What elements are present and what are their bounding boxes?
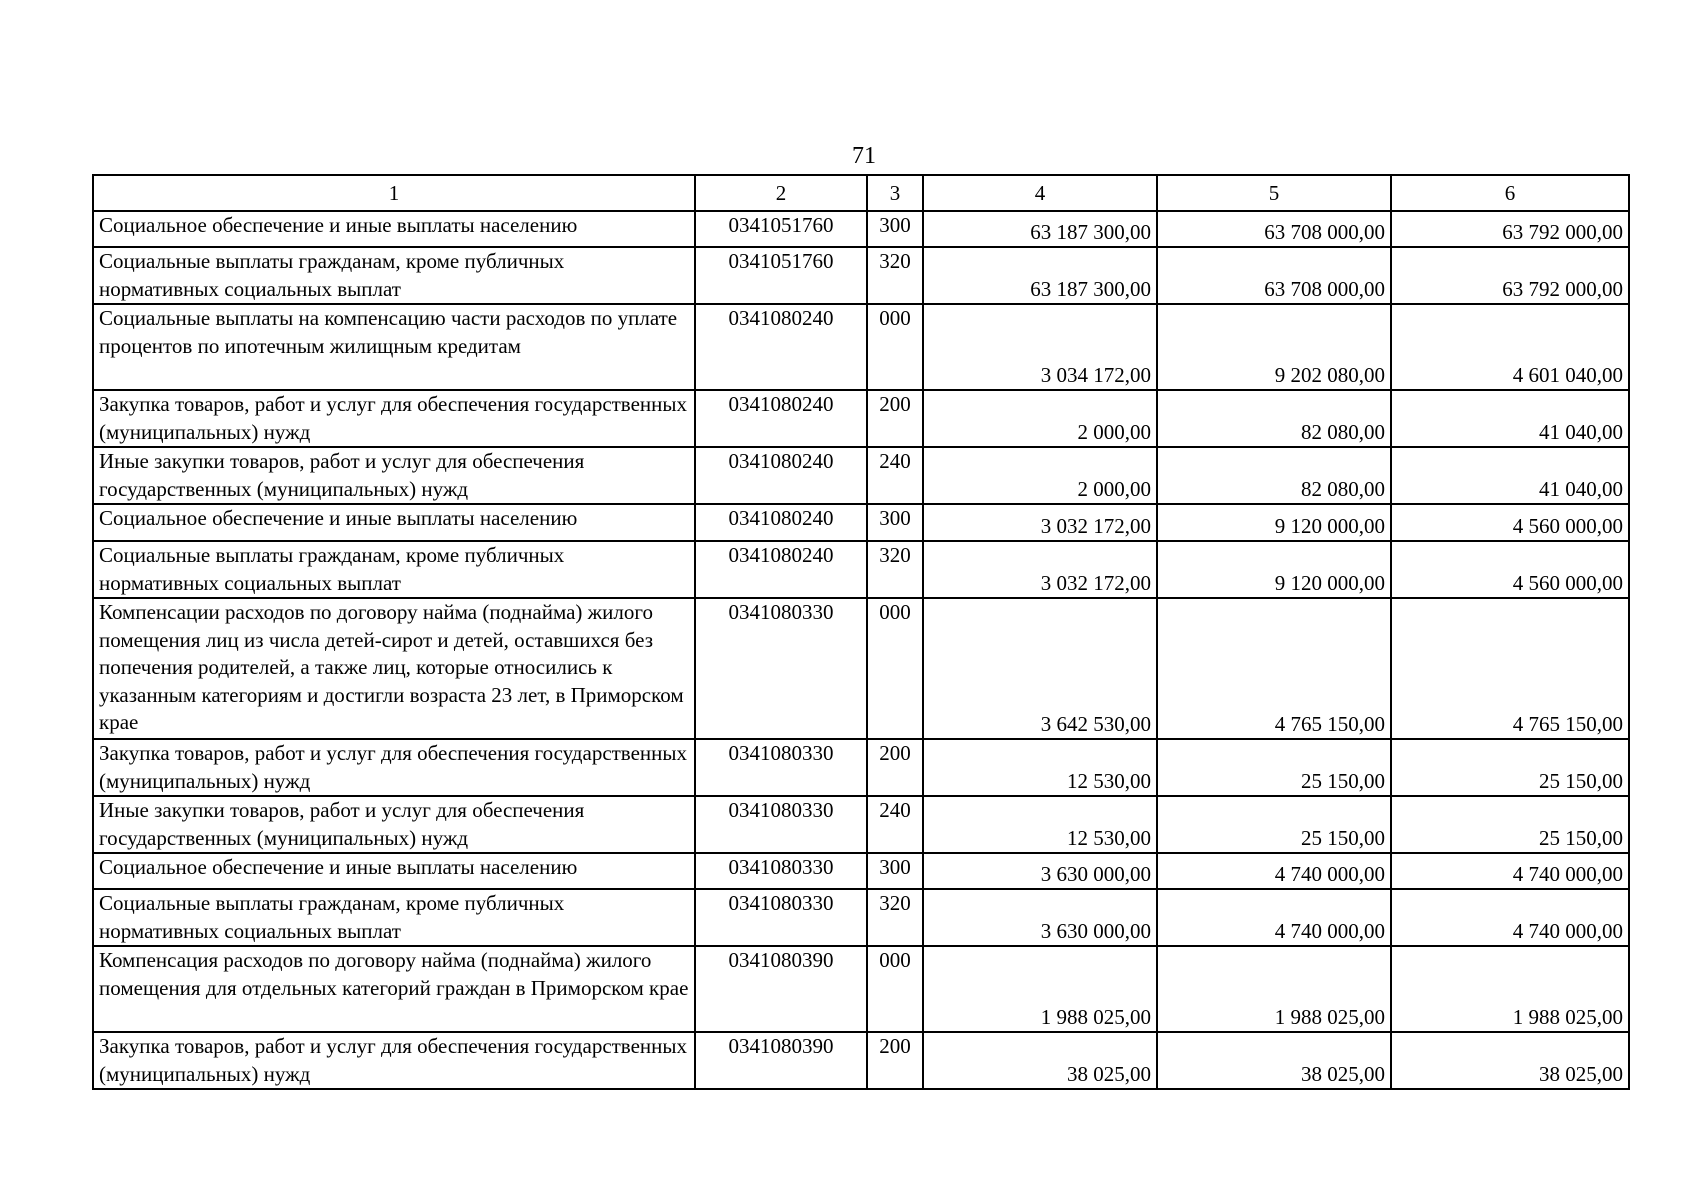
column-header: 4 [923,175,1157,211]
row-target-code: 0341080330 [695,739,867,796]
table-row [93,946,1629,1032]
row-amount-col5: 1 988 025,00 [1157,946,1391,1032]
row-description: Компенсации расходов по договору найма (поднайма) жилого помещения лиц из числа детей-сирот и детей, оставшихся без попечения родителей, а также лиц, которые относились к указанным категориям и достигли возраста 23 лет, в Приморском крае [93,598,695,739]
row-target-code: 0341080330 [695,598,867,739]
row-target-code: 0341080330 [695,853,867,889]
table-row [93,598,1629,739]
row-amount-col6: 25 150,00 [1391,739,1629,796]
row-expense-type: 000 [867,304,923,390]
page-number: 71 [852,143,876,169]
row-description: Социальные выплаты гражданам, кроме публичных нормативных социальных выплат [93,889,695,946]
table-row [93,447,1629,504]
row-target-code: 0341080240 [695,304,867,390]
row-amount-col6: 4 765 150,00 [1391,598,1629,739]
row-description: Социальные выплаты гражданам, кроме публичных нормативных социальных выплат [93,247,695,304]
row-amount-col4: 12 530,00 [923,796,1157,853]
row-amount-col6: 25 150,00 [1391,796,1629,853]
row-description: Социальные выплаты гражданам, кроме публичных нормативных социальных выплат [93,541,695,598]
row-description: Социальные выплаты на компенсацию части расходов по уплате процентов по ипотечным жилищным кредитам [93,304,695,390]
table-row [93,247,1629,304]
row-amount-col6: 38 025,00 [1391,1032,1629,1089]
table-row [93,304,1629,390]
row-expense-type: 200 [867,1032,923,1089]
row-amount-col5: 9 120 000,00 [1157,504,1391,541]
row-amount-col5: 38 025,00 [1157,1032,1391,1089]
row-expense-type: 320 [867,541,923,598]
row-description: Закупка товаров, работ и услуг для обеспечения государственных (муниципальных) нужд [93,1032,695,1089]
row-amount-col4: 12 530,00 [923,739,1157,796]
row-description: Закупка товаров, работ и услуг для обеспечения государственных (муниципальных) нужд [93,390,695,447]
row-amount-col4: 3 630 000,00 [923,889,1157,946]
row-description: Социальное обеспечение и иные выплаты населению [93,211,695,247]
row-amount-col5: 9 120 000,00 [1157,541,1391,598]
row-amount-col4: 2 000,00 [923,447,1157,504]
budget-table [92,174,1630,1090]
row-amount-col4: 2 000,00 [923,390,1157,447]
column-header: 2 [695,175,867,211]
row-expense-type: 000 [867,946,923,1032]
row-amount-col6: 4 560 000,00 [1391,541,1629,598]
row-expense-type: 240 [867,796,923,853]
row-expense-type: 000 [867,598,923,739]
row-target-code: 0341051760 [695,247,867,304]
table-row [93,1032,1629,1089]
row-description: Иные закупки товаров, работ и услуг для обеспечения государственных (муниципальных) нужд [93,796,695,853]
row-amount-col4: 3 630 000,00 [923,853,1157,889]
row-target-code: 0341080330 [695,889,867,946]
row-amount-col6: 4 601 040,00 [1391,304,1629,390]
row-target-code: 0341080390 [695,946,867,1032]
row-amount-col5: 25 150,00 [1157,796,1391,853]
table-row [93,889,1629,946]
row-expense-type: 200 [867,390,923,447]
row-amount-col4: 3 032 172,00 [923,541,1157,598]
row-amount-col5: 4 765 150,00 [1157,598,1391,739]
row-target-code: 0341051760 [695,211,867,247]
row-amount-col6: 41 040,00 [1391,390,1629,447]
row-amount-col6: 4 740 000,00 [1391,853,1629,889]
row-expense-type: 300 [867,211,923,247]
row-amount-col4: 1 988 025,00 [923,946,1157,1032]
row-target-code: 0341080330 [695,796,867,853]
row-amount-col6: 41 040,00 [1391,447,1629,504]
row-target-code: 0341080240 [695,390,867,447]
row-target-code: 0341080240 [695,504,867,541]
row-amount-col5: 4 740 000,00 [1157,889,1391,946]
row-target-code: 0341080240 [695,541,867,598]
row-expense-type: 240 [867,447,923,504]
row-expense-type: 300 [867,504,923,541]
row-amount-col6: 4 740 000,00 [1391,889,1629,946]
row-amount-col5: 63 708 000,00 [1157,247,1391,304]
row-expense-type: 300 [867,853,923,889]
row-amount-col4: 63 187 300,00 [923,211,1157,247]
column-header: 1 [93,175,695,211]
row-description: Социальное обеспечение и иные выплаты населению [93,504,695,541]
table-row [93,390,1629,447]
row-description: Социальное обеспечение и иные выплаты населению [93,853,695,889]
row-amount-col4: 63 187 300,00 [923,247,1157,304]
row-amount-col5: 4 740 000,00 [1157,853,1391,889]
row-amount-col6: 63 792 000,00 [1391,247,1629,304]
row-description: Закупка товаров, работ и услуг для обеспечения государственных (муниципальных) нужд [93,739,695,796]
table-header-row [93,175,1629,211]
table-row [93,504,1629,541]
row-amount-col6: 63 792 000,00 [1391,211,1629,247]
column-header: 3 [867,175,923,211]
row-amount-col4: 38 025,00 [923,1032,1157,1089]
row-amount-col4: 3 642 530,00 [923,598,1157,739]
row-amount-col5: 25 150,00 [1157,739,1391,796]
row-description: Иные закупки товаров, работ и услуг для обеспечения государственных (муниципальных) нужд [93,447,695,504]
column-header: 5 [1157,175,1391,211]
row-expense-type: 200 [867,739,923,796]
row-expense-type: 320 [867,889,923,946]
row-description: Компенсация расходов по договору найма (поднайма) жилого помещения для отдельных категорий граждан в Приморском крае [93,946,695,1032]
table-row [93,739,1629,796]
row-amount-col5: 63 708 000,00 [1157,211,1391,247]
table-row [93,796,1629,853]
row-amount-col4: 3 034 172,00 [923,304,1157,390]
row-amount-col6: 4 560 000,00 [1391,504,1629,541]
column-header: 6 [1391,175,1629,211]
row-target-code: 0341080240 [695,447,867,504]
row-amount-col5: 9 202 080,00 [1157,304,1391,390]
row-amount-col6: 1 988 025,00 [1391,946,1629,1032]
row-target-code: 0341080390 [695,1032,867,1089]
row-expense-type: 320 [867,247,923,304]
table-row [93,541,1629,598]
row-amount-col5: 82 080,00 [1157,447,1391,504]
table-row [93,853,1629,889]
row-amount-col5: 82 080,00 [1157,390,1391,447]
table-row [93,211,1629,247]
row-amount-col4: 3 032 172,00 [923,504,1157,541]
